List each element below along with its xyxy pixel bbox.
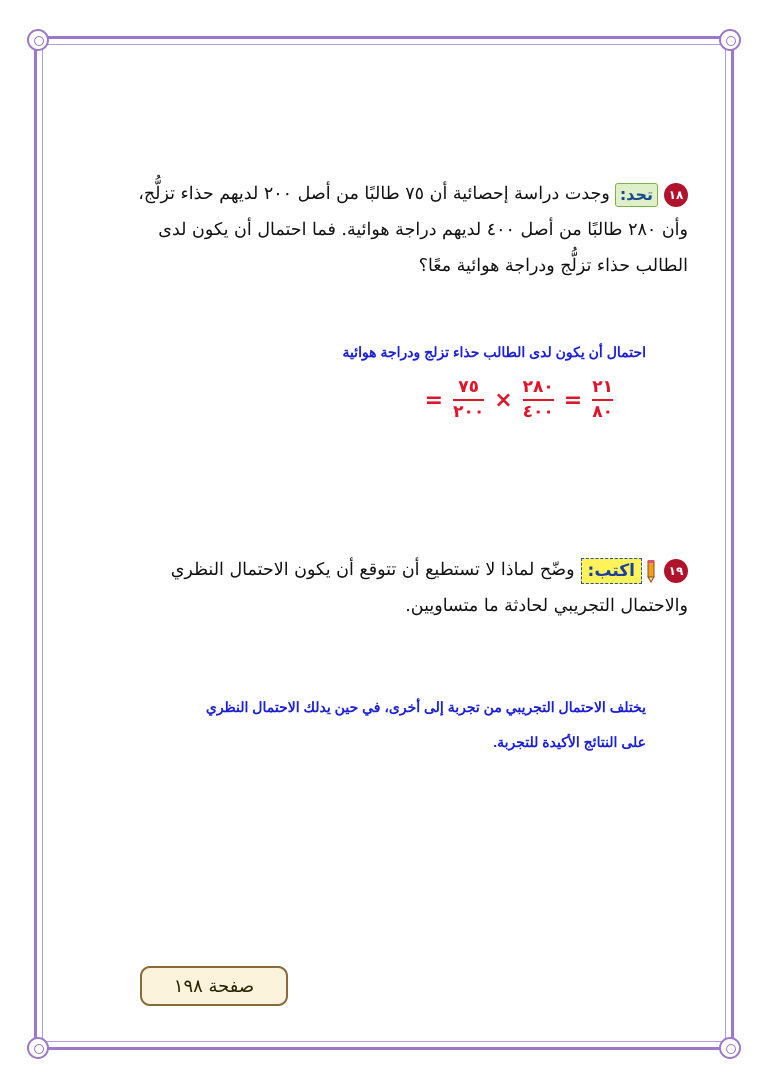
pencil-icon [644,559,658,583]
corner-ornament-icon [27,29,49,51]
question-number-badge: ١٩ [664,559,688,583]
answer-18-heading: احتمال أن يكون لدى الطالب حذاء تزلج ودراجة هوائية [342,344,646,360]
denominator: ٤٠٠ [522,402,554,422]
answer-18-equation [425,378,613,422]
numerator: ٢٨٠ [522,377,554,397]
write-tag: اكتب: [581,558,642,584]
times-sign: × [494,387,513,413]
question-18-line-2: وأن ٢٨٠ طالبًا من أصل ٤٠٠ لديهم دراجة هوائية. فما احتمال أن يكون لدى [158,220,688,240]
question-18-line-1 [78,176,688,212]
question-19-line-2: والاحتمال التجريبي لحادثة ما متساويين. [405,596,688,616]
question-18 [78,176,688,284]
fraction-75-200 [453,378,484,422]
answer-19 [106,690,646,760]
fraction-280-400 [523,378,554,422]
challenge-tag: تحد: [615,183,658,207]
fraction-result [592,378,613,422]
denominator: ٨٠ [592,402,613,422]
answer-19-line-1: يختلف الاحتمال التجريبي من تجربة إلى أخرى، في حين يدلك الاحتمال النظري [205,699,646,715]
question-19-line-1 [78,552,688,588]
question-text: وجدت دراسة إحصائية أن ٧٥ طالبًا من أصل ٢٠٠ لديهم حذاء تزلُّج، [138,184,610,204]
numerator: ٧٥ [458,377,480,397]
question-19 [78,552,688,624]
corner-ornament-icon [27,1037,49,1059]
answer-19-line-2: على النتائج الأكيدة للتجربة. [493,734,646,750]
denominator: ٢٠٠ [453,402,485,422]
question-18-line-3: الطالب حذاء تزلُّج ودراجة هوائية معًا؟ [418,256,688,276]
page-number: صفحة ١٩٨ [140,966,288,1006]
numerator: ٢١ [592,377,613,397]
question-text: وضّح لماذا لا تستطيع أن تتوقع أن يكون الاحتمال النظري [170,560,575,580]
question-number-badge: ١٨ [664,183,688,207]
equals-sign: = [424,387,444,413]
equals-sign: = [563,387,583,413]
corner-ornament-icon [719,29,741,51]
corner-ornament-icon [719,1037,741,1059]
